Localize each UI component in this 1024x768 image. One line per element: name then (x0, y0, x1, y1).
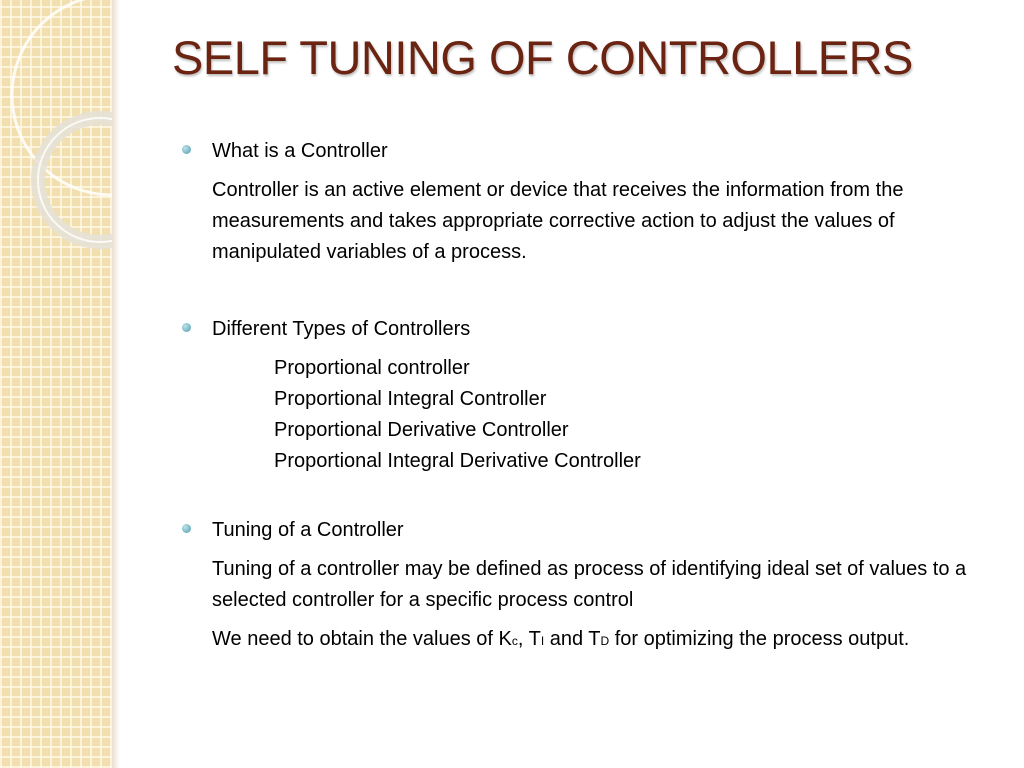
list-item: Proportional Integral Controller (274, 388, 547, 410)
section-controller-types (180, 314, 990, 477)
td-subscript: D (600, 634, 610, 648)
tuning-parameters-text: We need to obtain the values of Kc, TI and TD for optimizing the process output. (212, 628, 910, 650)
section-tuning (180, 515, 990, 657)
slide-title: SELF TUNING OF CONTROLLERS (172, 31, 913, 84)
section-paragraph: Tuning of a controller may be defined as process of identifying ideal set of values to a selected controller for a specific process control (212, 558, 967, 611)
decorative-circles (0, 0, 112, 768)
slide-content (180, 136, 990, 657)
list-item: Proportional Derivative Controller (274, 419, 569, 441)
controller-types-list (274, 353, 990, 477)
bullet-icon (182, 323, 191, 332)
section-heading: Tuning of a Controller (212, 519, 404, 541)
kc-subscript: c (511, 634, 518, 648)
ti-subscript: I (540, 634, 545, 648)
section-paragraph: Controller is an active element or device that receives the information from the measurements and takes appropriate corrective action to adjust the values of manipulated variables of a process. (212, 179, 904, 263)
section-heading: Different Types of Controllers (212, 318, 471, 340)
bullet-icon (182, 524, 191, 533)
section-what-is-controller (180, 136, 990, 268)
decorative-side-panel (0, 0, 112, 768)
panel-shadow-edge (112, 0, 120, 768)
list-item: Proportional controller (274, 357, 470, 379)
section-heading: What is a Controller (212, 140, 388, 162)
bullet-icon (182, 145, 191, 154)
list-item: Proportional Integral Derivative Controller (274, 450, 641, 472)
